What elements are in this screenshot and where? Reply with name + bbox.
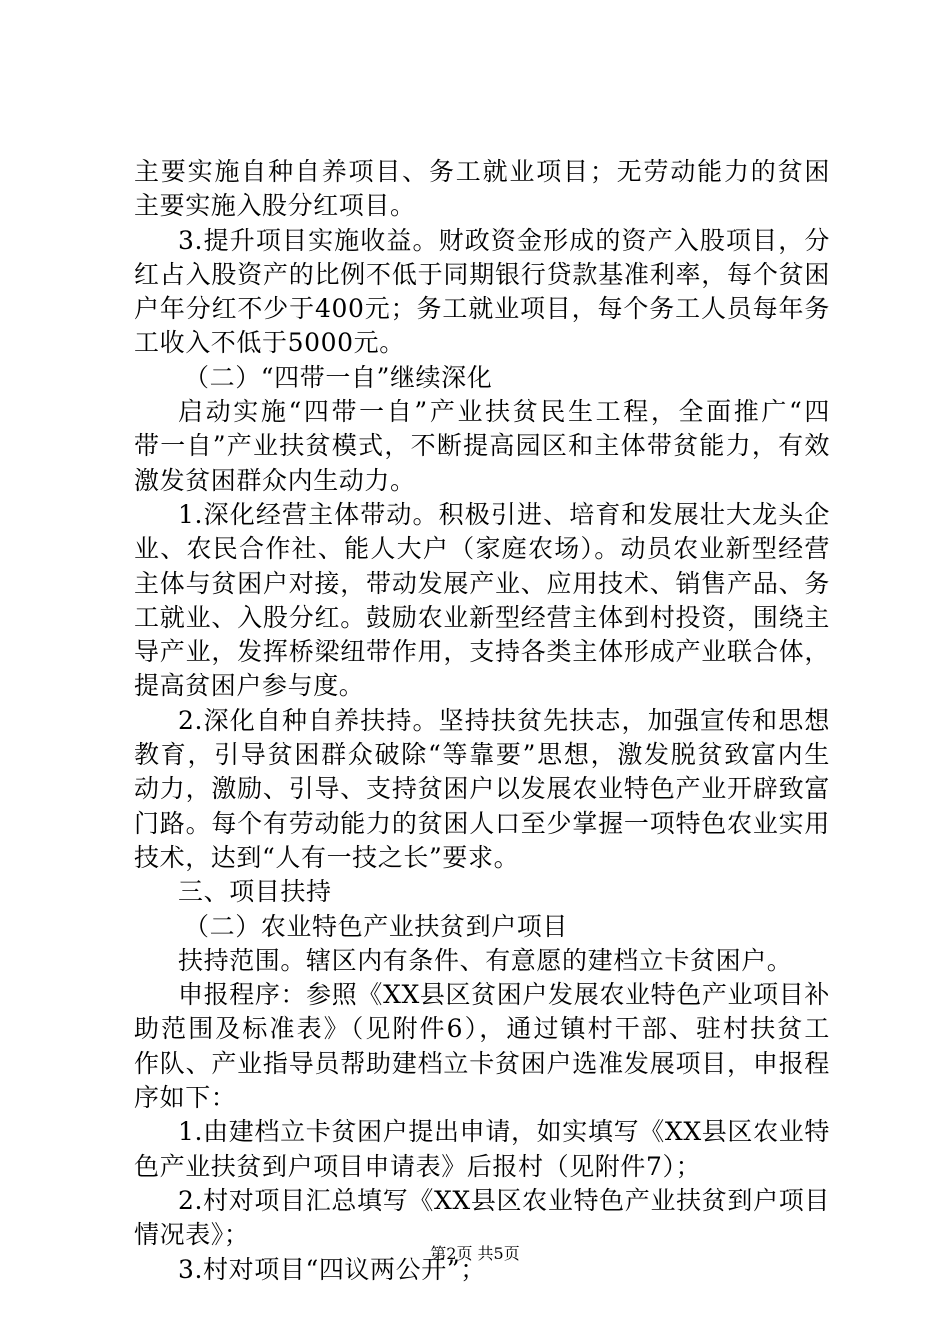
- text-line: 申报程序：参照《XX县区贫困户发展农业特色产业项目补: [178, 980, 830, 1010]
- document-body: [134, 155, 830, 1287]
- text-line: 扶持范围。辖区内有条件、有意愿的建档立卡贫困户。: [178, 945, 793, 975]
- text-line: 动力，激励、引导、支持贫困户以发展农业特色产业开辟致富: [134, 774, 830, 804]
- text-line: 情况表》；: [134, 1220, 250, 1250]
- text-line: 教育，引导贫困群众破除“等靠要”思想，激发脱贫致富内生: [134, 740, 830, 770]
- text-line: 主体与贫困户对接，带动发展产业、应用技术、销售产品、务: [134, 568, 830, 598]
- text-line: 助范围及标准表》（见附件6），通过镇村干部、驻村扶贫工: [134, 1014, 830, 1044]
- text-line: 3.村对项目“四议两公开”；: [178, 1254, 486, 1284]
- text-line: 主要实施自种自养项目、务工就业项目；无劳动能力的贫困: [134, 157, 830, 186]
- text-line: 门路。每个有劳动能力的贫困人口至少掌握一项特色农业实用: [134, 808, 830, 838]
- text-line: 工收入不低于5000元。: [134, 328, 405, 358]
- text-line: 主要实施入股分红项目。: [134, 191, 416, 221]
- text-line: 红占入股资产的比例不低于同期银行贷款基准利率，每个贫困: [134, 259, 830, 289]
- text-line: 1.由建档立卡贫困户提出申请，如实填写《XX县区农业特: [178, 1117, 830, 1147]
- text-line: 作队、产业指导员帮助建档立卡贫困户选准发展项目，申报程: [134, 1048, 830, 1078]
- text-line: 序如下：: [134, 1083, 237, 1113]
- text-line: 工就业、入股分红。鼓励农业新型经营主体到村投资，围绕主: [134, 602, 830, 632]
- text-line: 三、项目扶持: [178, 877, 332, 907]
- text-line: 启动实施“四带一自”产业扶贫民生工程，全面推广“四: [178, 397, 830, 427]
- text-line: （二）农业特色产业扶贫到户项目: [184, 911, 569, 941]
- text-line: 色产业扶贫到户项目申请表》后报村（见附件7）；: [134, 1151, 702, 1181]
- text-line: 户年分红不少于400元；务工就业项目，每个务工人员每年务: [134, 294, 830, 324]
- text-line: 带一自”产业扶贫模式，不断提高园区和主体带贫能力，有效: [134, 431, 830, 461]
- text-line: 1.深化经营主体带动。积极引进、培育和发展壮大龙头企: [178, 499, 830, 529]
- text-line: 导产业，发挥桥梁纽带作用，支持各类主体形成产业联合体，: [134, 637, 830, 667]
- text-line: 激发贫困群众内生动力。: [134, 465, 416, 495]
- text-line: 2.村对项目汇总填写《XX县区农业特色产业扶贫到户项目: [178, 1185, 830, 1215]
- page-footer: 第2页 共5页: [430, 1244, 520, 1263]
- text-line: 业、农民合作社、能人大户（家庭农场）。动员农业新型经营: [134, 534, 830, 564]
- text-line: 2.深化自种自养扶持。坚持扶贫先扶志，加强宣传和思想: [178, 705, 830, 735]
- text-line: 技术，达到“人有一技之长”要求。: [134, 842, 520, 872]
- text-line: （二）“四带一自”继续深化: [184, 362, 493, 392]
- text-line: 提高贫困户参与度。: [134, 671, 365, 701]
- text-line: 3.提升项目实施收益。财政资金形成的资产入股项目，分: [178, 225, 830, 255]
